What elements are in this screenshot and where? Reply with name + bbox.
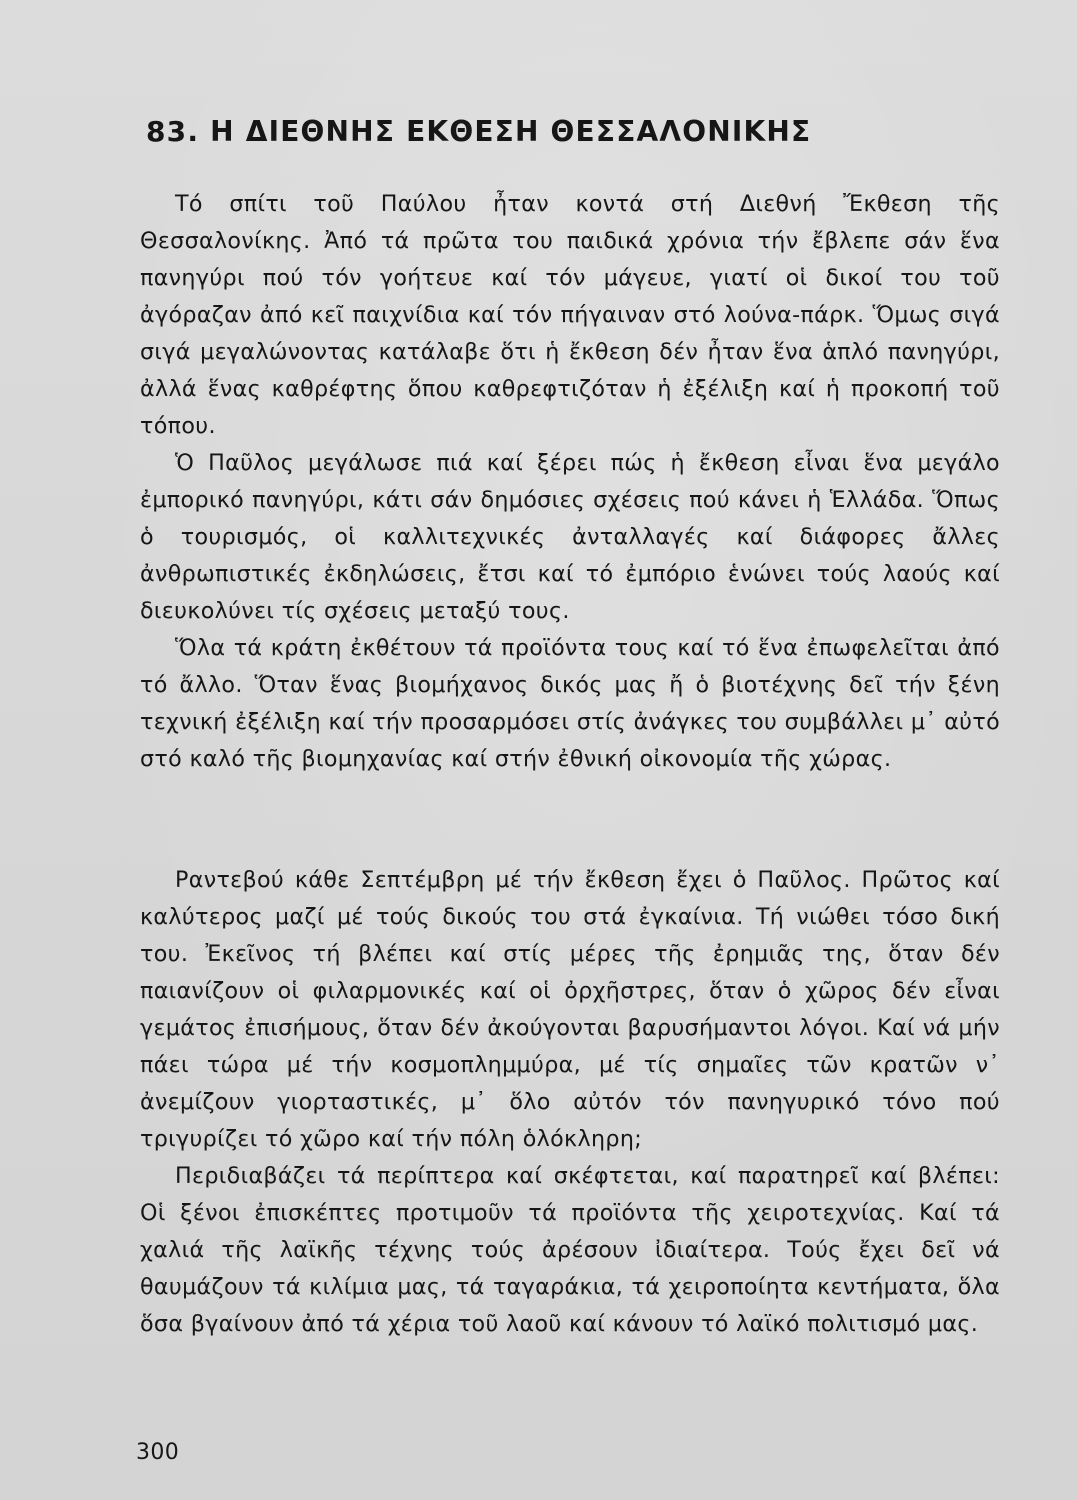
paragraph: Ὁ Παῦλος μεγάλωσε πιά καί ξέρει πώς ἡ ἔκθεση εἶναι ἕνα μεγάλο ἐμπορικό πανηγύρι, κάτι σάν δημόσιες σχέσεις πού κάνει ἡ Ἑλλάδα. Ὅπως ὁ τουρισμός, οἱ καλλιτεχνικές ἀνταλλαγές καί διάφορες ἄλλες ἀνθρωπιστικές ἐκδηλώσεις, ἔτσι καί τό ἐμπόριο ἑνώνει τούς λαούς καί διευκολύνει τίς σχέσεις μεταξύ τους.	[140, 450, 1000, 624]
section-two	[140, 862, 1000, 1343]
page-number: 300	[136, 1440, 180, 1465]
paragraph: Τό σπίτι τοῦ Παύλου ἦταν κοντά στή Διεθνή Ἔκθεση τῆς Θεσσαλονίκης. Ἀπό τά πρῶτα του παιδικά χρόνια τήν ἔβλεπε σάν ἕνα πανηγύρι πού τόν γοήτευε καί τόν μάγευε, γιατί οἱ δικοί του τοῦ ἀγόραζαν ἀπό κεῖ παιχνίδια καί τόν πήγαιναν στό λούνα-πάρκ. Ὅμως σιγά σιγά μεγαλώνοντας κατάλαβε ὅτι ἡ ἔκθεση δέν ἦταν ἕνα ἁπλό πανηγύρι, ἀλλά ἕνας καθρέφτης ὅπου καθρεφτιζόταν ἡ ἐξέλιξη καί ἡ προκοπή τοῦ τόπου.	[140, 191, 1000, 439]
paragraph: Ὅλα τά κράτη ἐκθέτουν τά προϊόντα τους καί τό ἕνα ἐπωφελεῖται ἀπό τό ἄλλο. Ὅταν ἕνας βιομήχανος δικός μας ἤ ὁ βιοτέχνης δεῖ τήν ξένη τεχνική ἐξέλιξη καί τήν προσαρμόσει στίς ἀνάγκες του συμβάλλει μ᾽ αὐτό στό καλό τῆς βιομηχανίας καί στήν ἐθνική οἰκονομία τῆς χώρας.	[140, 635, 1000, 772]
section-one	[140, 186, 1000, 778]
chapter-title: 83. Η ΔΙΕΘΝΗΣ ΕΚΘΕΣΗ ΘΕΣΣΑΛΟΝΙΚΗΣ	[146, 115, 812, 148]
paragraph: Περιδιαβάζει τά περίπτερα καί σκέφτεται, καί παρατηρεῖ καί βλέπει: Οἱ ξένοι ἐπισκέπτες προτιμοῦν τά προϊόντα τῆς χειροτεχνίας. Καί τά χαλιά τῆς λαϊκῆς τέχνης τούς ἀρέσουν ἰδιαίτερα. Τούς ἔχει δεῖ νά θαυμάζουν τά κιλίμια μας, τά ταγαράκια, τά χειροποίητα κεντήματα, ὅλα ὅσα βγαίνουν ἀπό τά χέρια τοῦ λαοῦ καί κάνουν τό λαϊκό πολιτισμό μας.	[140, 1163, 1000, 1337]
paragraph: Ραντεβού κάθε Σεπτέμβρη μέ τήν ἔκθεση ἔχει ὁ Παῦλος. Πρῶτος καί καλύτερος μαζί μέ τούς δικούς του στά ἐγκαίνια. Τή νιώθει τόσο δική του. Ἐκεῖνος τή βλέπει καί στίς μέρες τῆς ἐρημιᾶς της, ὅταν δέν παιανίζουν οἱ φιλαρμονικές καί οἱ ὀρχῆστρες, ὅταν ὁ χῶρος δέν εἶναι γεμάτος ἐπισήμους, ὅταν δέν ἀκούγονται βαρυσήμαντοι λόγοι. Καί νά μήν πάει τώρα μέ τήν κοσμοπλημμύρα, μέ τίς σημαῖες τῶν κρατῶν ν᾽ ἀνεμίζουν γιορταστικές, μ᾽ ὅλο αὐτόν τόν πανηγυρικό τόνο πού τριγυρίζει τό χῶρο καί τήν πόλη ὁλόκληρη;	[140, 867, 1000, 1152]
